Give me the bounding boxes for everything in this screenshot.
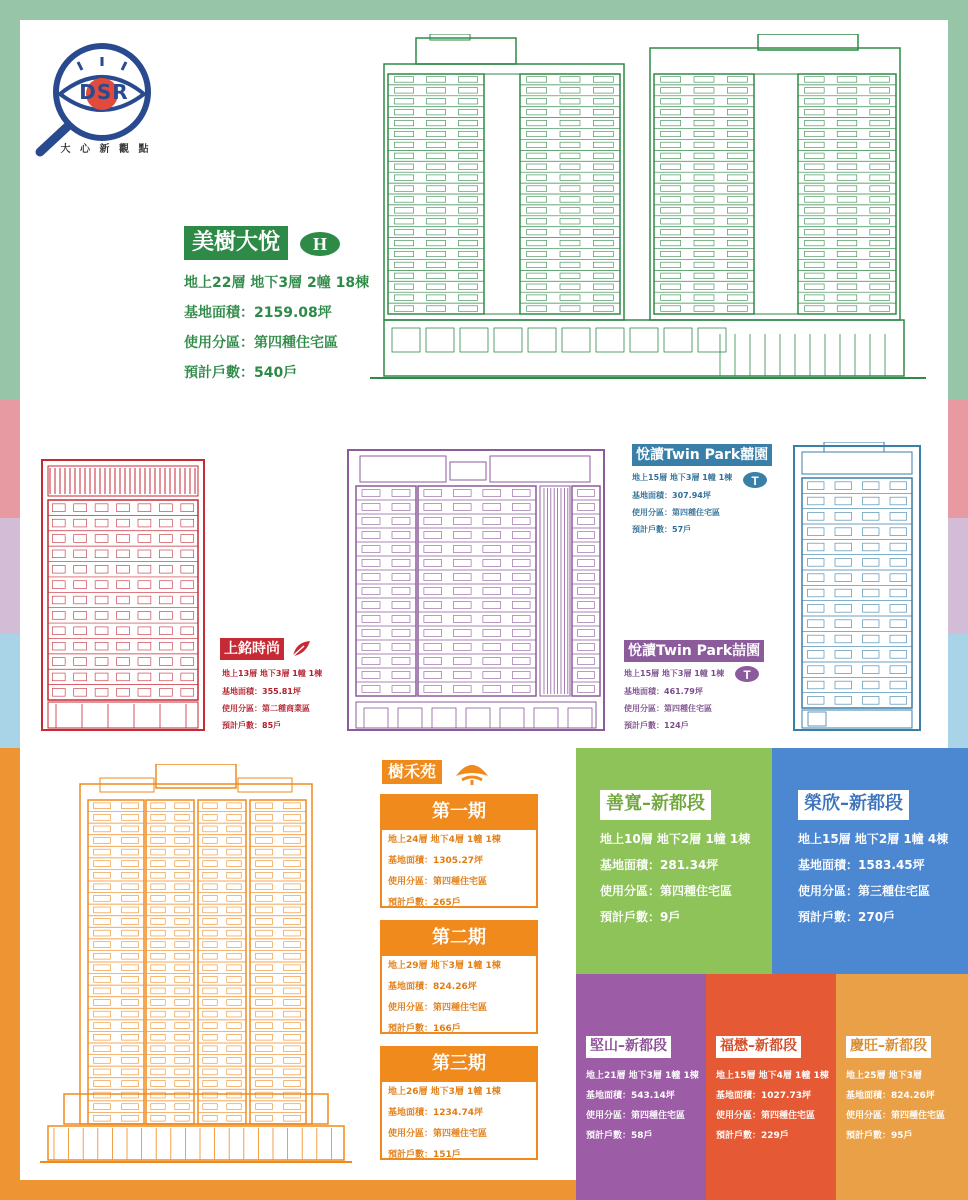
twin-park-zhe-floors: 地上15層 地下3層 1幢 1棟 [624,669,725,678]
jianshan-units: 預計戶數：58戶 [586,1131,653,1141]
svg-text:H: H [312,234,328,254]
meishu-title-text: 美樹大悅 [192,230,281,255]
fulian-floors: 地上15層 地下4層 1幢 1棟 [716,1071,829,1081]
qingwang-title: 慶旺–新都段 [846,1036,931,1058]
twin-park-xi-floors: 地上15層 地下3層 1幢 1棟 [632,473,733,482]
twin-park-xi-units: 預計戶數：57戶 [632,525,692,534]
twin-park-zhe-units: 預計戶數：124戶 [624,721,689,730]
leaf-logo-icon [290,638,312,660]
logo-letters: DSR [79,80,129,104]
jianshan-zone: 使用分區：第四種住宅區 [586,1111,686,1121]
qingwang-floors: 地上25層 地下3層 [846,1071,922,1081]
phase-2-land: 基地面積：824.26坪 [388,982,477,992]
qingwang-card [836,974,968,1200]
svg-text:T: T [743,668,751,682]
fulian-title: 福懋–新都段 [716,1036,801,1058]
shangming-land: 基地面積：355.81坪 [222,687,301,696]
phase-1-units: 預計戶數：265戶 [388,898,461,908]
phase-1-heading: 第一期 [382,796,536,830]
shankuan-card [576,748,772,974]
jianshan-title: 堅山–新都段 [586,1036,671,1058]
twin-park-zhe-zone: 使用分區：第四種住宅區 [624,704,712,713]
phase-1-land: 基地面積：1305.27坪 [388,856,483,866]
fulian-zone: 使用分區：第四種住宅區 [716,1111,816,1121]
twin-park-xi-land: 基地面積：307.94坪 [632,491,711,500]
shangming-title-text: 上銘時尚 [224,641,280,657]
T-logo-icon [742,470,768,490]
twin-park-zhe-title-text: 悅讀Twin Park喆園 [628,643,761,659]
phase-2-floors: 地上29層 地下3層 1幢 1棟 [388,961,501,971]
meishu-title [184,226,288,260]
shuheyuan-building-drawing [40,764,352,1166]
fulian-land: 基地面積：1027.73坪 [716,1091,811,1101]
qingwang-zone: 使用分區：第四種住宅區 [846,1111,946,1121]
meishu-land: 基地面積：2159.08坪 [184,305,332,321]
shankuan-zone: 使用分區：第四種住宅區 [600,884,733,898]
svg-text:T: T [751,474,759,488]
jianshan-land: 基地面積：543.14坪 [586,1091,675,1101]
rongxin-floors: 地上15層 地下2層 1幢 4棟 [798,832,949,846]
phase-3-floors: 地上26層 地下3層 1幢 1棟 [388,1087,501,1097]
phase-3-heading: 第三期 [382,1048,536,1082]
shankuan-floors: 地上10層 地下2層 1幢 1棟 [600,832,751,846]
shuheyuan-title-text: 樹禾苑 [388,762,437,781]
phase-3-zone: 使用分區：第四種住宅區 [388,1129,488,1139]
shangming-floors: 地上13層 地下3層 1幢 1棟 [222,669,323,678]
twin-park-xi-building-drawing [784,442,928,732]
shankuan-units: 預計戶數：9戶 [600,910,681,924]
jianshan-card [576,974,706,1200]
phase-2-units: 預計戶數：166戶 [388,1024,461,1034]
twin-park-xi-zone: 使用分區：第四種住宅區 [632,508,720,517]
shankuan-land: 基地面積：281.34坪 [600,858,719,872]
phase-2-heading: 第二期 [382,922,536,956]
phase-1-zone: 使用分區：第四種住宅區 [388,877,488,887]
shankuan-title: 善寬–新都段 [600,790,711,820]
rongxin-title: 榮欣–新都段 [798,790,909,820]
twin-park-zhe-title [624,640,764,662]
meishu-units: 預計戶數：540戶 [184,365,298,381]
rongxin-units: 預計戶數：270戶 [798,910,896,924]
logo-caption: 大 心 新 觀 點 [60,144,152,155]
qingwang-land: 基地面積：824.26坪 [846,1091,935,1101]
lotus-logo-icon [452,758,492,786]
shangming-title [220,638,284,660]
phase-3-land: 基地面積：1234.74坪 [388,1108,483,1118]
fulian-card [706,974,836,1200]
shangming-zone: 使用分區：第二種商業區 [222,704,310,713]
twin-park-xi-title-text: 悅讀Twin Park囍園 [636,447,769,463]
rongxin-card [772,748,968,974]
shuheyuan-phase-1 [380,794,538,908]
qingwang-units: 預計戶數：95戶 [846,1131,913,1141]
twin-park-zhe-land: 基地面積：461.79坪 [624,687,703,696]
shuheyuan-title [382,760,442,784]
shangming-building-drawing [36,456,212,732]
twin-park-xi-title [632,444,772,466]
twin-park-zhe-building-drawing [340,446,612,732]
shuheyuan-phase-3 [380,1046,538,1160]
meishu-building-drawing [370,34,926,382]
phase-2-zone: 使用分區：第四種住宅區 [388,1003,488,1013]
meishu-floors: 地上22層 地下3層 2幢 18棟 [184,275,370,291]
T-logo-icon [734,664,760,684]
phase-3-units: 預計戶數：151戶 [388,1150,461,1160]
H-logo-icon [298,230,342,258]
fulian-units: 預計戶數：229戶 [716,1131,789,1141]
rongxin-zone: 使用分區：第三種住宅區 [798,884,931,898]
meishu-zone: 使用分區：第四種住宅區 [184,335,338,351]
rongxin-land: 基地面積：1583.45坪 [798,858,925,872]
shangming-units: 預計戶數：85戶 [222,721,282,730]
shuheyuan-phase-2 [380,920,538,1034]
phase-1-floors: 地上24層 地下4層 1幢 1棟 [388,835,501,845]
jianshan-floors: 地上21層 地下3層 1幢 1棟 [586,1071,699,1081]
